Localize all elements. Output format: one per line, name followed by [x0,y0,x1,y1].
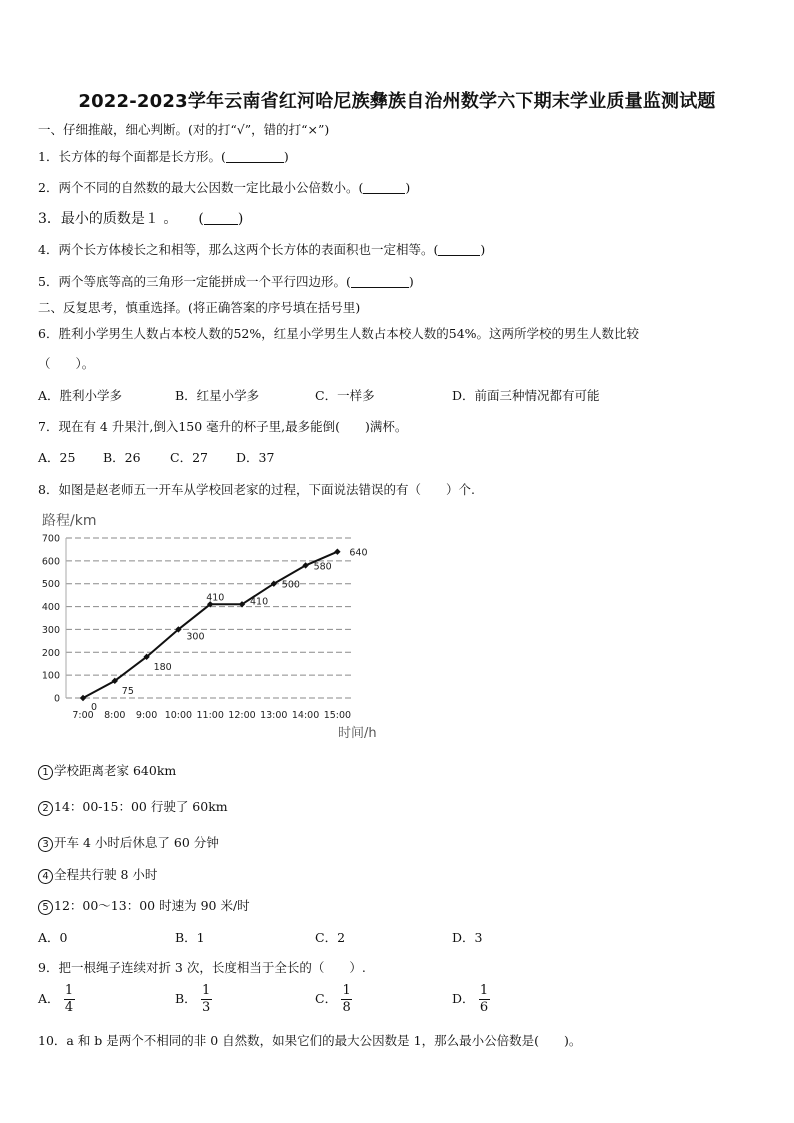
x-tick-label: 12:00 [228,710,256,721]
y-tick-label: 200 [41,647,60,659]
question-6-line2: （ ）。 [38,356,95,371]
denominator: 3 [202,1000,211,1015]
question-text: 3．最小的质数是１ 。 ( [38,211,204,227]
q8-option-b[interactable]: B．1 [175,930,205,945]
question-7: 7．现在有 4 升果汁,倒入150 毫升的杯子里,最多能倒( )满杯。 [38,419,408,434]
q7-option-d[interactable]: D．37 [236,450,275,465]
x-tick-label: 11:00 [196,710,224,721]
data-point-marker [334,549,340,555]
y-tick-label: 700 [41,533,60,545]
data-label: 580 [313,561,332,573]
page-title: 2022-2023学年云南省红河哈尼族彝族自治州数学六下期末学业质量监测试题 [78,91,716,112]
statement-text: 学校距离老家 640km [54,763,177,778]
data-label: 410 [250,596,269,608]
answer-blank[interactable] [226,150,284,163]
data-label: 75 [121,685,134,697]
y-tick-label: 500 [41,579,60,591]
q6-option-c[interactable]: C．一样多 [315,388,375,403]
answer-blank[interactable] [363,181,405,194]
question-text: 2．两个不同的自然数的最大公因数一定比最小公倍数小。( [38,180,364,195]
statement-text: 14：00-15：00 行驶了 60km [54,799,228,814]
denominator: 6 [479,1000,489,1015]
x-tick-label: 9:00 [135,710,158,721]
y-tick-label: 100 [41,670,60,682]
circled-number: 3 [38,837,53,852]
question-2 [38,178,410,196]
section1-heading: 一、仔细推敲，细心判断。(对的打“√”，错的打“×”) [38,122,330,137]
data-label: 180 [153,661,172,673]
data-label: 640 [349,547,368,559]
option-label: B． [175,991,197,1006]
gridlines [66,538,354,698]
question-text: 1．长方体的每个面都是长方形。( [38,149,226,164]
option-label: A． [38,991,60,1006]
question-3 [38,208,243,228]
option-label: C． [315,991,338,1006]
y-tick-label: 300 [41,624,60,636]
x-tick-label: 14:00 [291,710,320,721]
q7-option-b[interactable]: B．26 [103,450,141,465]
q9-option-c[interactable] [315,983,352,1016]
series-line-path [83,552,337,698]
circled-number: 2 [38,801,53,816]
x-tick-labels [72,710,351,721]
y-tick-label: 600 [41,556,60,568]
data-label: 410 [206,592,225,604]
denominator: 8 [342,1000,351,1015]
question-1 [38,147,289,165]
statement-2 [38,797,228,816]
statement-text: 全程共行驶 8 小时 [54,867,158,882]
x-tick-label: 15:00 [323,710,352,721]
series-line [83,552,337,698]
answer-blank[interactable] [204,212,238,225]
q8-option-d[interactable]: D．3 [452,930,483,945]
question-6-line1: 6．胜利小学男生人数占本校人数的52%，红星小学男生人数占本校人数的54%。这两所学校的男生人数比较 [38,326,640,341]
q6-option-b[interactable]: B．红星小学多 [175,388,260,403]
paren-close: ) [408,274,414,289]
fraction [341,983,352,1016]
question-9: 9．把一根绳子连续对折 3 次，长度相当于全长的（ ）. [38,960,366,975]
numerator: 1 [479,983,489,998]
q8-option-c[interactable]: C．2 [315,930,346,945]
fraction [201,983,212,1016]
option-label: D． [452,991,475,1006]
denominator: 4 [64,1000,74,1015]
numerator: 1 [202,983,211,998]
x-tick-label: 7:00 [72,710,94,721]
section2-heading: 二、反复思考，慎重选择。(将正确答案的序号填在括号里) [38,300,361,315]
numerator: 1 [342,983,351,998]
statement-text: 12：00～13：00 时速为 90 米/时 [54,898,250,913]
statement-3 [38,833,219,852]
q9-option-d[interactable] [452,983,490,1016]
data-label: 300 [186,631,205,643]
x-tick-label: 10:00 [164,710,193,721]
question-text: 5．两个等底等高的三角形一定能拼成一个平行四边形。( [38,274,351,289]
circled-number: 1 [38,765,53,780]
q7-option-a[interactable]: A．25 [38,450,76,465]
y-tick-labels [42,534,60,705]
q6-option-a[interactable]: A．胜利小学多 [38,388,123,403]
paren-close: ) [283,149,289,164]
question-4 [38,240,485,258]
x-tick-label: 8:00 [104,710,126,721]
circled-number: 4 [38,869,53,884]
y-axis-label: 路程/km [42,513,97,529]
numerator: 1 [64,983,74,998]
x-tick-label: 13:00 [260,710,288,721]
question-8: 8．如图是赵老师五一开车从学校回老家的过程，下面说法错误的有（ ）个. [38,482,475,497]
statement-text: 开车 4 小时后休息了 60 分钟 [54,835,219,850]
answer-blank[interactable] [438,243,480,256]
q6-option-d[interactable]: D．前面三种情况都有可能 [452,388,600,403]
distance-time-chart [36,505,396,745]
statement-1 [38,761,176,780]
question-5 [38,272,414,290]
q9-option-a[interactable] [38,983,75,1016]
circled-number: 5 [38,900,53,915]
q9-option-b[interactable] [175,983,212,1016]
question-10: 10．a 和 b 是两个不相同的非 0 自然数，如果它们的最大公因数是 1，那么最小公倍数是( )。 [38,1033,582,1048]
q7-option-c[interactable]: C．27 [170,450,208,465]
paren-close: ) [237,211,244,227]
question-text: 4．两个长方体棱长之和相等，那么这两个长方体的表面积也一定相等。( [38,242,439,257]
answer-blank[interactable] [351,275,409,288]
statement-5 [38,896,250,915]
fraction [64,983,75,1016]
y-tick-label: 0 [53,693,60,705]
y-tick-label: 400 [41,602,60,614]
data-label: 500 [281,579,300,591]
paren-close: ) [405,180,411,195]
fraction [479,983,490,1016]
data-label: 0 [91,702,98,713]
x-axis-label: 时间/h [338,726,377,741]
statement-4 [38,865,157,884]
q8-option-a[interactable]: A．0 [38,930,68,945]
data-labels [91,548,368,713]
paren-close: ) [480,242,486,257]
